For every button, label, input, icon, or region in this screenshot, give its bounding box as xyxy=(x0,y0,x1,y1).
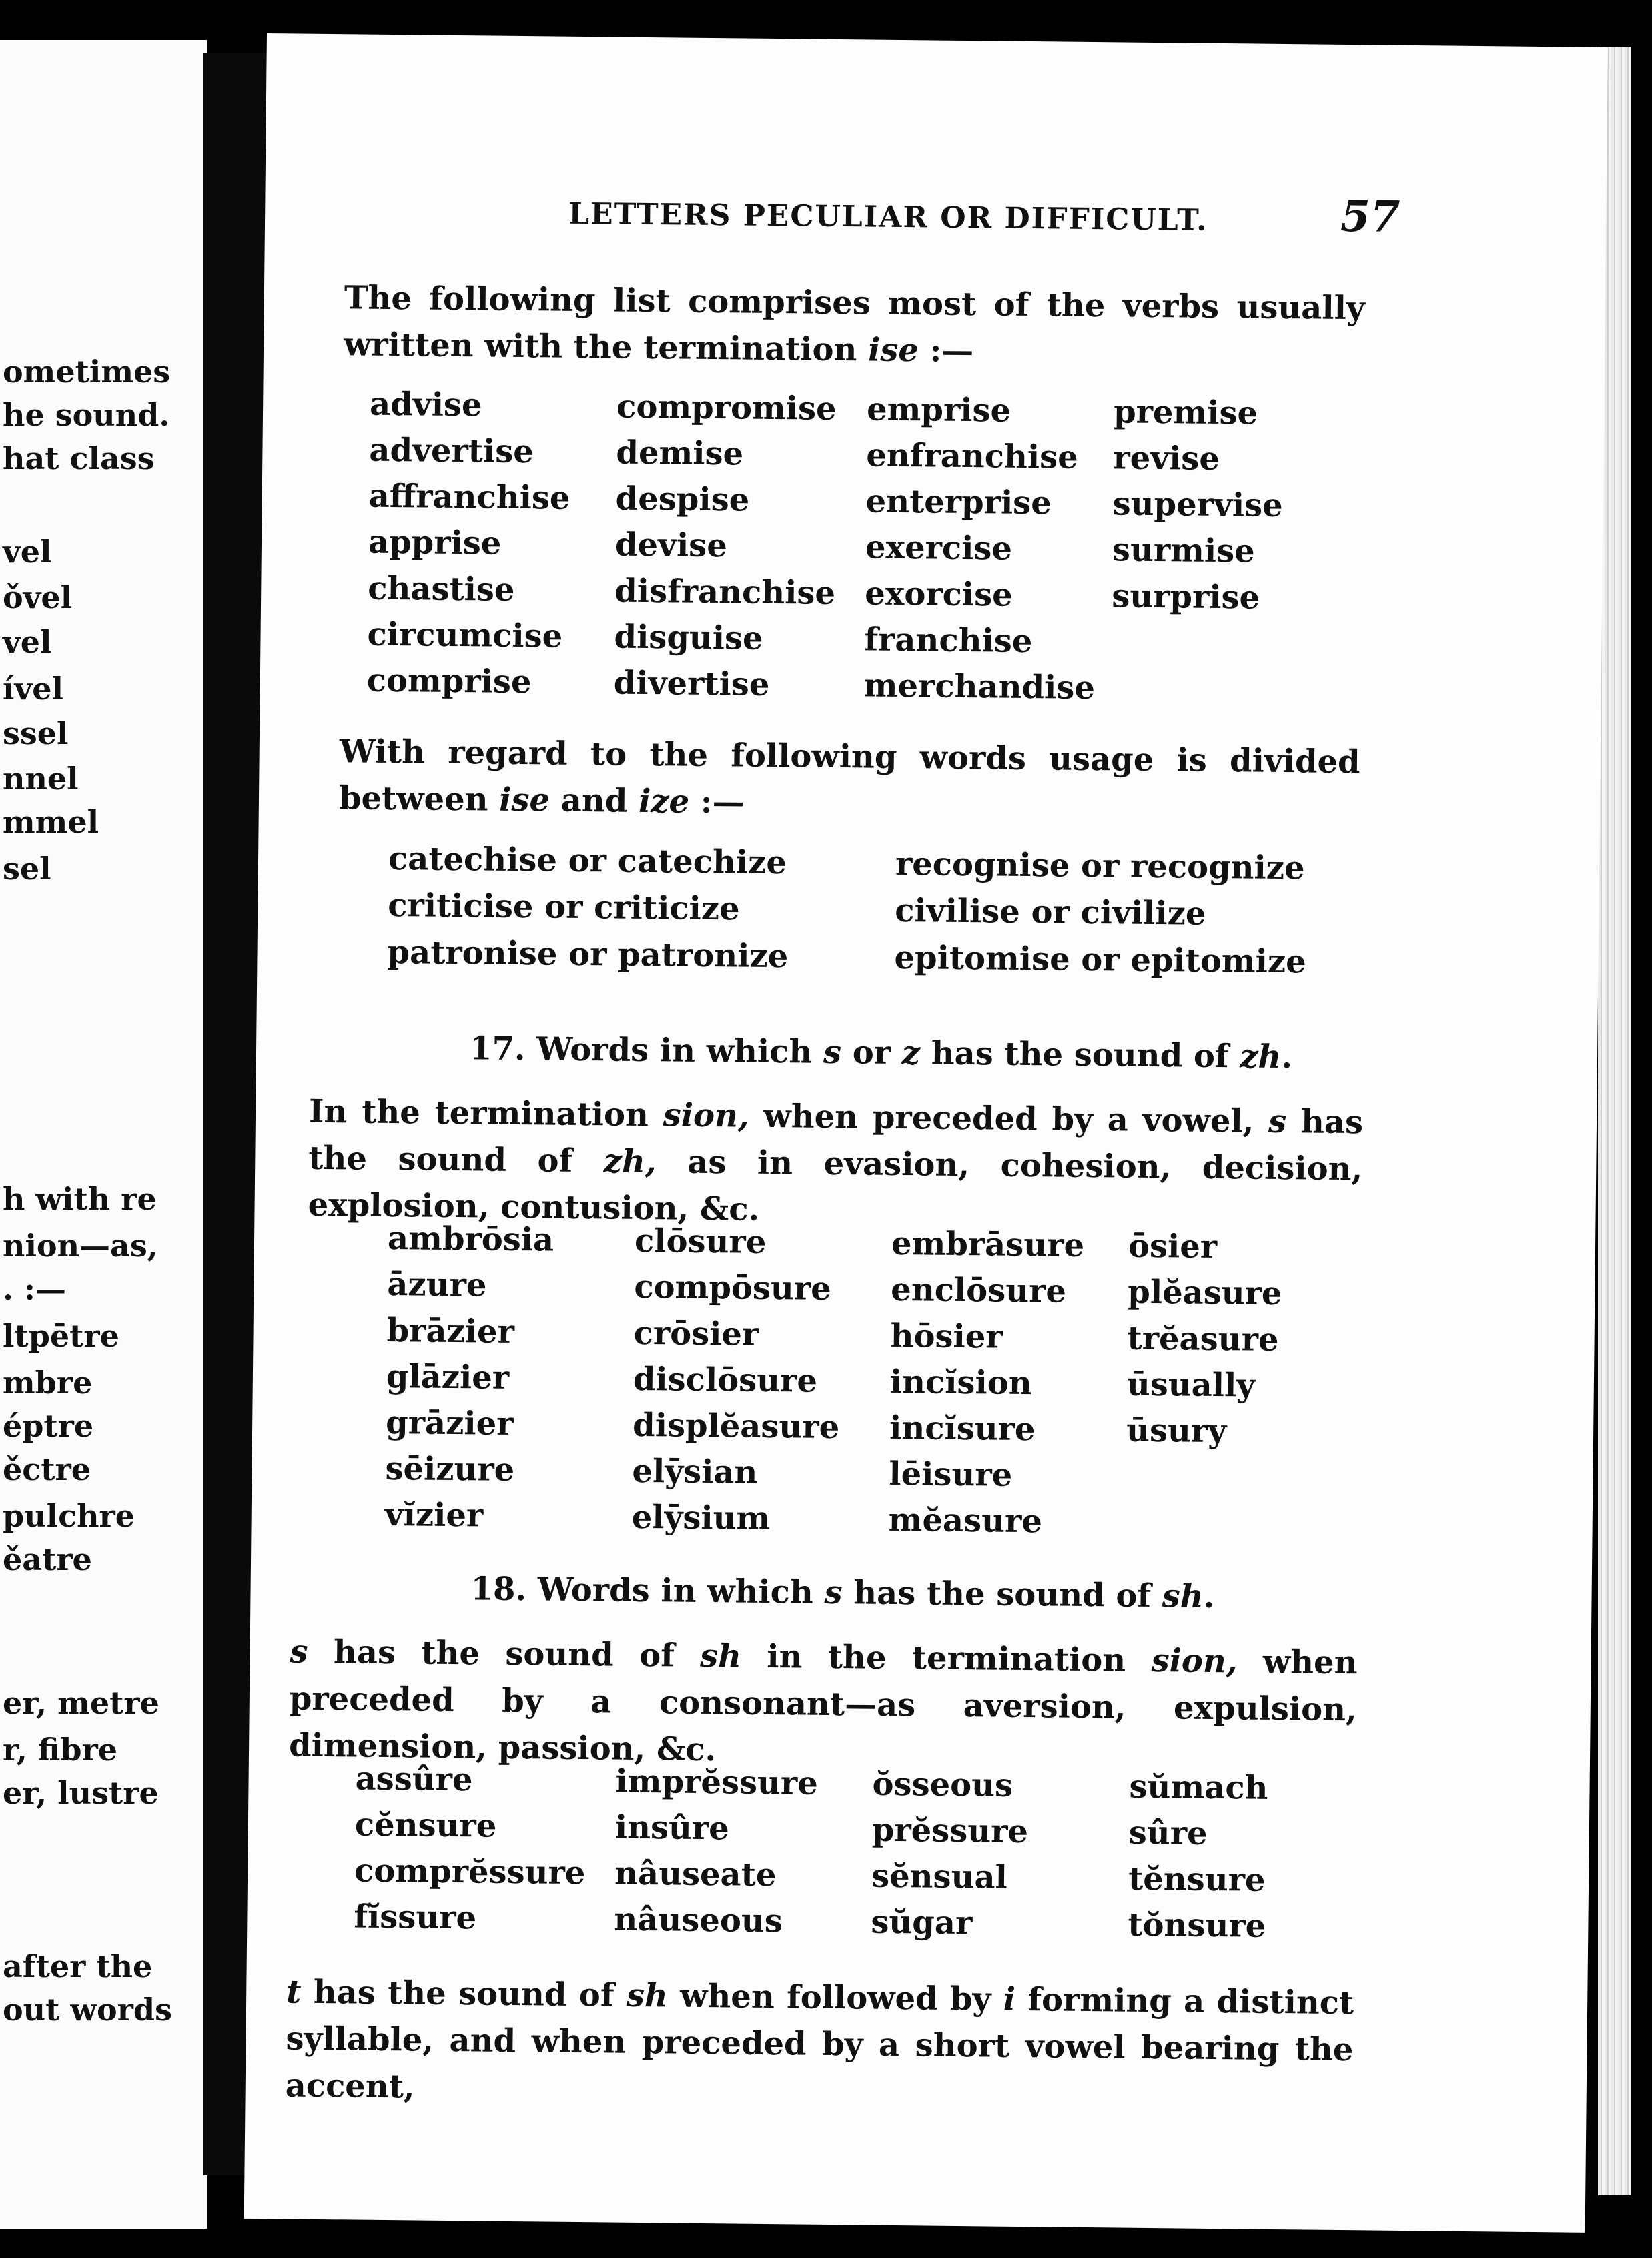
left-page-text-fragment: out words xyxy=(3,1992,172,2028)
left-page-text-fragment: ssel xyxy=(3,715,69,751)
word-item: incĭsion xyxy=(889,1363,1032,1403)
book-page xyxy=(244,33,1608,2233)
word-item: sĕnsual xyxy=(871,1857,1008,1896)
word-item: disclōsure xyxy=(633,1360,818,1400)
word-item: āzure xyxy=(387,1265,487,1304)
word-item: hōsier xyxy=(890,1316,1003,1356)
left-page-text-fragment: er, lustre xyxy=(3,1775,159,1811)
left-page-text-fragment: h with re xyxy=(3,1181,157,1217)
word-item: ūsually xyxy=(1126,1365,1256,1405)
word-item: recognise or recognize xyxy=(895,845,1305,887)
running-head: LETTERS PECULIAR OR DIFFICULT. xyxy=(568,196,1208,238)
left-page-text-fragment: pulchre xyxy=(3,1498,135,1534)
word-item: sŭmach xyxy=(1129,1768,1268,1807)
word-item: assûre xyxy=(355,1760,473,1799)
left-page-text-fragment: nnel xyxy=(3,761,79,797)
section-17-heading: 17. Words in which s or z has the sound of zh. xyxy=(469,1030,1293,1076)
section-18-heading: 18. Words in which s has the sound of sh. xyxy=(470,1570,1215,1616)
word-item: merchandise xyxy=(863,667,1096,707)
section-18-paragraph: s has the sound of sh in the termination sion, when preceded by a consonant—as aversion, expulsion, dimension, passion, &c. xyxy=(288,1633,1358,1769)
word-item: ŏsseous xyxy=(872,1765,1013,1804)
left-page-text-fragment: vel xyxy=(3,624,52,660)
left-page-text-fragment: er, metre xyxy=(3,1685,159,1721)
word-item: advise xyxy=(369,385,482,424)
word-item: trĕasure xyxy=(1127,1319,1279,1359)
ise-column-3 xyxy=(863,386,1098,711)
word-item: displĕasure xyxy=(632,1406,840,1447)
word-item: elȳsium xyxy=(631,1498,771,1538)
sh-column-2 xyxy=(614,1759,818,1945)
left-page-text-fragment: éptre xyxy=(3,1408,94,1444)
word-item: divertise xyxy=(613,664,770,703)
word-item: exercise xyxy=(865,528,1013,568)
word-item: franchise xyxy=(864,621,1033,661)
word-item: emprise xyxy=(866,390,1011,430)
word-item: sēizure xyxy=(385,1449,515,1489)
word-item: criticise or criticize xyxy=(388,886,740,928)
word-item: cĕnsure xyxy=(354,1806,497,1845)
word-item: sŭgar xyxy=(871,1903,973,1942)
word-item: ūsury xyxy=(1126,1411,1227,1451)
word-item: supervise xyxy=(1112,485,1283,524)
word-item: compōsure xyxy=(634,1268,831,1308)
word-item: surprise xyxy=(1111,577,1260,617)
word-item: demise xyxy=(616,434,744,473)
word-item: glāzier xyxy=(386,1357,510,1397)
word-item: crōsier xyxy=(633,1314,759,1353)
word-item: nâuseous xyxy=(614,1900,783,1940)
word-item: grāzier xyxy=(385,1403,514,1443)
sh-column-4 xyxy=(1128,1764,1268,1950)
left-page-text-fragment: mbre xyxy=(3,1365,93,1401)
word-item: patronise or patronize xyxy=(387,933,789,976)
word-item: tŏnsure xyxy=(1128,1906,1266,1945)
word-item: clōsure xyxy=(634,1222,767,1261)
word-item: fĭssure xyxy=(354,1898,477,1937)
left-page-text-fragment: r, fibre xyxy=(3,1732,118,1768)
ise-column-4 xyxy=(1112,389,1284,621)
intro-ise-paragraph: The following list comprises most of the verbs usually written with the termination ise :— xyxy=(343,279,1366,370)
word-item: brāzier xyxy=(386,1311,515,1351)
word-item: surmise xyxy=(1112,531,1256,571)
word-item: catechise or catechize xyxy=(388,839,787,882)
word-item: premise xyxy=(1113,393,1258,432)
zh-column-2 xyxy=(631,1218,841,1543)
sh-column-1 xyxy=(354,1756,586,1943)
word-item: affranchise xyxy=(368,477,570,517)
left-page-text-fragment: after the xyxy=(3,1948,153,1984)
left-page-text-fragment: sel xyxy=(3,851,51,887)
word-item: imprĕssure xyxy=(615,1762,819,1802)
left-page-text-fragment: ltpētre xyxy=(3,1318,119,1354)
word-item: sûre xyxy=(1128,1814,1208,1852)
section-17-paragraph: In the termination sion, when preceded by a vowel, s has the sound of zh, as in evasion, cohesion, decision, explosion, contusion, &c. xyxy=(308,1092,1364,1228)
word-item: enfranchise xyxy=(866,436,1078,476)
word-item: prĕssure xyxy=(871,1811,1029,1851)
word-item: circumcise xyxy=(367,615,563,655)
word-item: elȳsian xyxy=(632,1452,758,1491)
page-number: 57 xyxy=(1340,191,1400,242)
word-item: disguise xyxy=(614,618,763,657)
left-page-text-fragment: ěatre xyxy=(3,1541,92,1577)
word-item: tĕnsure xyxy=(1128,1860,1266,1899)
left-page-text-fragment: he sound. xyxy=(3,397,170,433)
word-item: enterprise xyxy=(865,482,1052,522)
word-item: exorcise xyxy=(864,575,1013,614)
word-item: insûre xyxy=(614,1808,730,1848)
zh-column-4 xyxy=(1126,1224,1283,1455)
left-page-text-fragment: . :— xyxy=(3,1271,67,1307)
sh-column-3 xyxy=(871,1762,1029,1947)
left-page xyxy=(0,40,207,2229)
word-item: enclōsure xyxy=(891,1270,1067,1310)
ise-column-1 xyxy=(366,382,571,706)
left-page-text-fragment: hat class xyxy=(3,440,155,476)
word-item: revise xyxy=(1113,439,1220,478)
word-item: epitomise or epitomize xyxy=(894,938,1306,981)
word-item: civilise or civilize xyxy=(894,891,1206,933)
left-page-text-fragment: ǒvel xyxy=(3,579,73,615)
intro-divided-paragraph: With regard to the following words usage is divided between ise and ize :— xyxy=(338,733,1360,821)
word-item: chastise xyxy=(368,569,515,609)
word-item: ōsier xyxy=(1128,1227,1218,1266)
word-item: apprise xyxy=(368,523,502,562)
word-item: advertise xyxy=(369,431,534,471)
word-item: vĭzier xyxy=(384,1495,484,1535)
word-item: ambrōsia xyxy=(387,1219,554,1259)
word-item: despise xyxy=(615,480,750,519)
left-page-text-fragment: ível xyxy=(3,671,63,707)
word-item: plĕasure xyxy=(1128,1273,1282,1313)
divided-pairs-right xyxy=(894,841,1307,985)
left-page-text-fragment: vel xyxy=(3,534,52,570)
zh-column-3 xyxy=(888,1221,1084,1545)
ise-column-2 xyxy=(613,384,837,709)
word-item: nâuseate xyxy=(614,1854,777,1894)
left-page-text-fragment: ěctre xyxy=(3,1451,91,1487)
word-item: devise xyxy=(614,526,728,565)
final-paragraph: t has the sound of sh when followed by i forming a distinct syllable, and when preceded by a short vowel bearing the accent, xyxy=(285,1973,1354,2106)
left-page-text-fragment: nion—as, xyxy=(3,1228,158,1264)
divided-pairs-left xyxy=(387,835,789,980)
word-item: compromise xyxy=(616,388,837,428)
word-item: embrāsure xyxy=(891,1224,1085,1264)
zh-column-1 xyxy=(384,1216,554,1540)
word-item: disfranchise xyxy=(614,572,836,612)
left-page-text-fragment: ometimes xyxy=(3,354,171,390)
word-item: mĕasure xyxy=(888,1501,1043,1541)
word-item: comprise xyxy=(366,661,532,701)
word-item: comprĕssure xyxy=(354,1852,586,1892)
left-page-text-fragment: mmel xyxy=(3,804,99,840)
word-item: lēisure xyxy=(889,1455,1013,1494)
word-item: incĭsure xyxy=(889,1409,1036,1449)
